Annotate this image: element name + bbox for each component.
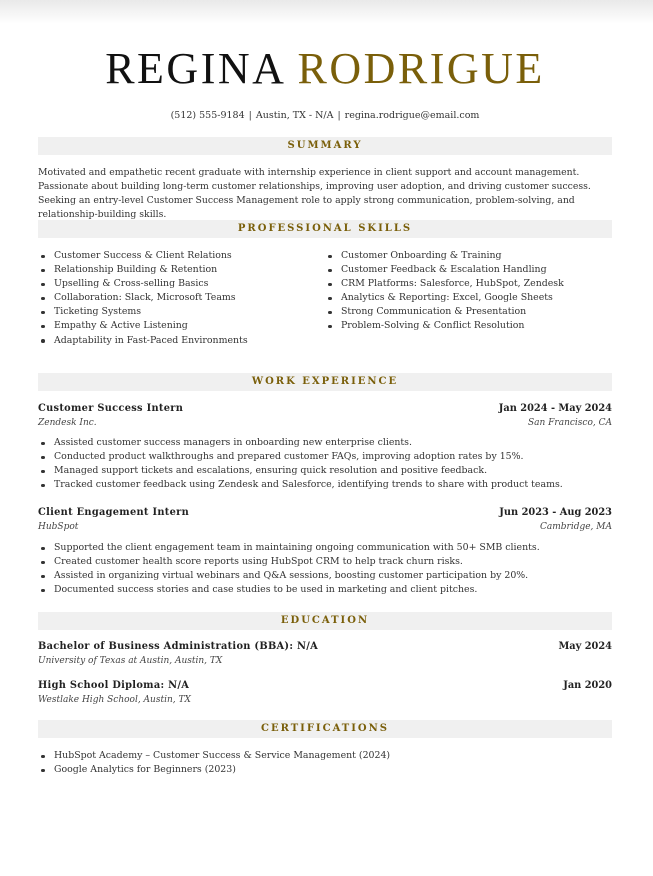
experience-heading: WORK EXPERIENCE [38, 373, 612, 391]
location: Austin, TX - N/A [255, 110, 334, 121]
summary-heading: SUMMARY [38, 137, 612, 155]
job-dates: Jun 2023 - Aug 2023 [499, 507, 612, 518]
job-dates: Jan 2024 - May 2024 [498, 403, 612, 414]
job-subheader [38, 418, 612, 432]
contact-line [38, 110, 612, 121]
list-item: Collaboration: Slack, Microsoft Teams [38, 291, 248, 305]
list-item: HubSpot Academy – Customer Success & Service Management (2024) [38, 749, 390, 763]
skills-heading: PROFESSIONAL SKILLS [38, 220, 612, 238]
job-location: San Francisco, CA [527, 418, 612, 428]
certifications-list [38, 749, 390, 777]
education-heading: EDUCATION [38, 612, 612, 630]
job-header [38, 403, 612, 417]
job-bullets [38, 541, 540, 597]
job-bullets [38, 436, 563, 492]
job-subheader [38, 522, 612, 536]
list-item: Assisted customer success managers in onboarding new enterprise clients. [38, 436, 563, 450]
degree-date: Jan 2020 [563, 680, 612, 691]
list-item: CRM Platforms: Salesforce, HubSpot, Zendesk [325, 277, 564, 291]
list-item: Problem-Solving & Conflict Resolution [325, 319, 564, 333]
contact-separator: | [337, 110, 341, 121]
list-item: Empathy & Active Listening [38, 319, 248, 333]
list-item: Adaptability in Fast-Paced Environments [38, 334, 248, 348]
degree-header [38, 641, 612, 655]
school-line [38, 695, 612, 709]
skills-list-right [325, 249, 564, 334]
list-item: Conducted product walkthroughs and prepared customer FAQs, improving adoption rates by 15%. [38, 450, 563, 464]
summary-text: Motivated and empathetic recent graduate with internship experience in client support and account management. Passionate about building long-term customer relationships, improving user adoption, and driving customer success. Seeking an entry-level Customer Success Management role to apply strong communication, problem-solving, and relationship-building skills. [38, 167, 591, 220]
school: Westlake High School, Austin, TX [38, 695, 191, 705]
first-name: REGINA [105, 44, 284, 93]
list-item: Analytics & Reporting: Excel, Google Sheets [325, 291, 564, 305]
skills-list-left [38, 249, 248, 348]
job-title: Customer Success Intern [38, 403, 184, 414]
phone: (512) 555-9184 [170, 110, 245, 121]
list-item: Managed support tickets and escalations, ensuring quick resolution and positive feedback. [38, 464, 563, 478]
company: Zendesk Inc. [38, 418, 97, 428]
list-item: Ticketing Systems [38, 305, 248, 319]
contact-separator: | [248, 110, 252, 121]
job-location: Cambridge, MA [539, 522, 612, 532]
degree-date: May 2024 [558, 641, 612, 652]
company: HubSpot [38, 522, 79, 532]
last-name: RODRIGUE [297, 44, 545, 93]
email[interactable]: regina.rodrigue@email.com [344, 110, 480, 121]
school: University of Texas at Austin, Austin, TX [38, 656, 223, 666]
list-item: Assisted in organizing virtual webinars and Q&A sessions, boosting customer participation by 20%. [38, 569, 540, 583]
list-item: Documented success stories and case studies to be used in marketing and client pitches. [38, 583, 540, 597]
degree-title: High School Diploma: N/A [38, 680, 190, 691]
degree-header [38, 680, 612, 694]
list-item: Google Analytics for Beginners (2023) [38, 763, 390, 777]
top-shadow [0, 0, 653, 24]
list-item: Customer Success & Client Relations [38, 249, 248, 263]
list-item: Supported the client engagement team in maintaining ongoing communication with 50+ SMB clients. [38, 541, 540, 555]
list-item: Strong Communication & Presentation [325, 305, 564, 319]
list-item: Relationship Building & Retention [38, 263, 248, 277]
list-item: Upselling & Cross-selling Basics [38, 277, 248, 291]
job-header [38, 507, 612, 521]
candidate-name [38, 44, 612, 94]
school-line [38, 656, 612, 670]
certifications-heading: CERTIFICATIONS [38, 720, 612, 738]
degree-title: Bachelor of Business Administration (BBA): N/A [38, 641, 319, 652]
list-item: Customer Feedback & Escalation Handling [325, 263, 564, 277]
job-title: Client Engagement Intern [38, 507, 190, 518]
list-item: Tracked customer feedback using Zendesk and Salesforce, identifying trends to share with product teams. [38, 478, 563, 492]
list-item: Created customer health score reports using HubSpot CRM to help track churn risks. [38, 555, 540, 569]
list-item: Customer Onboarding & Training [325, 249, 564, 263]
